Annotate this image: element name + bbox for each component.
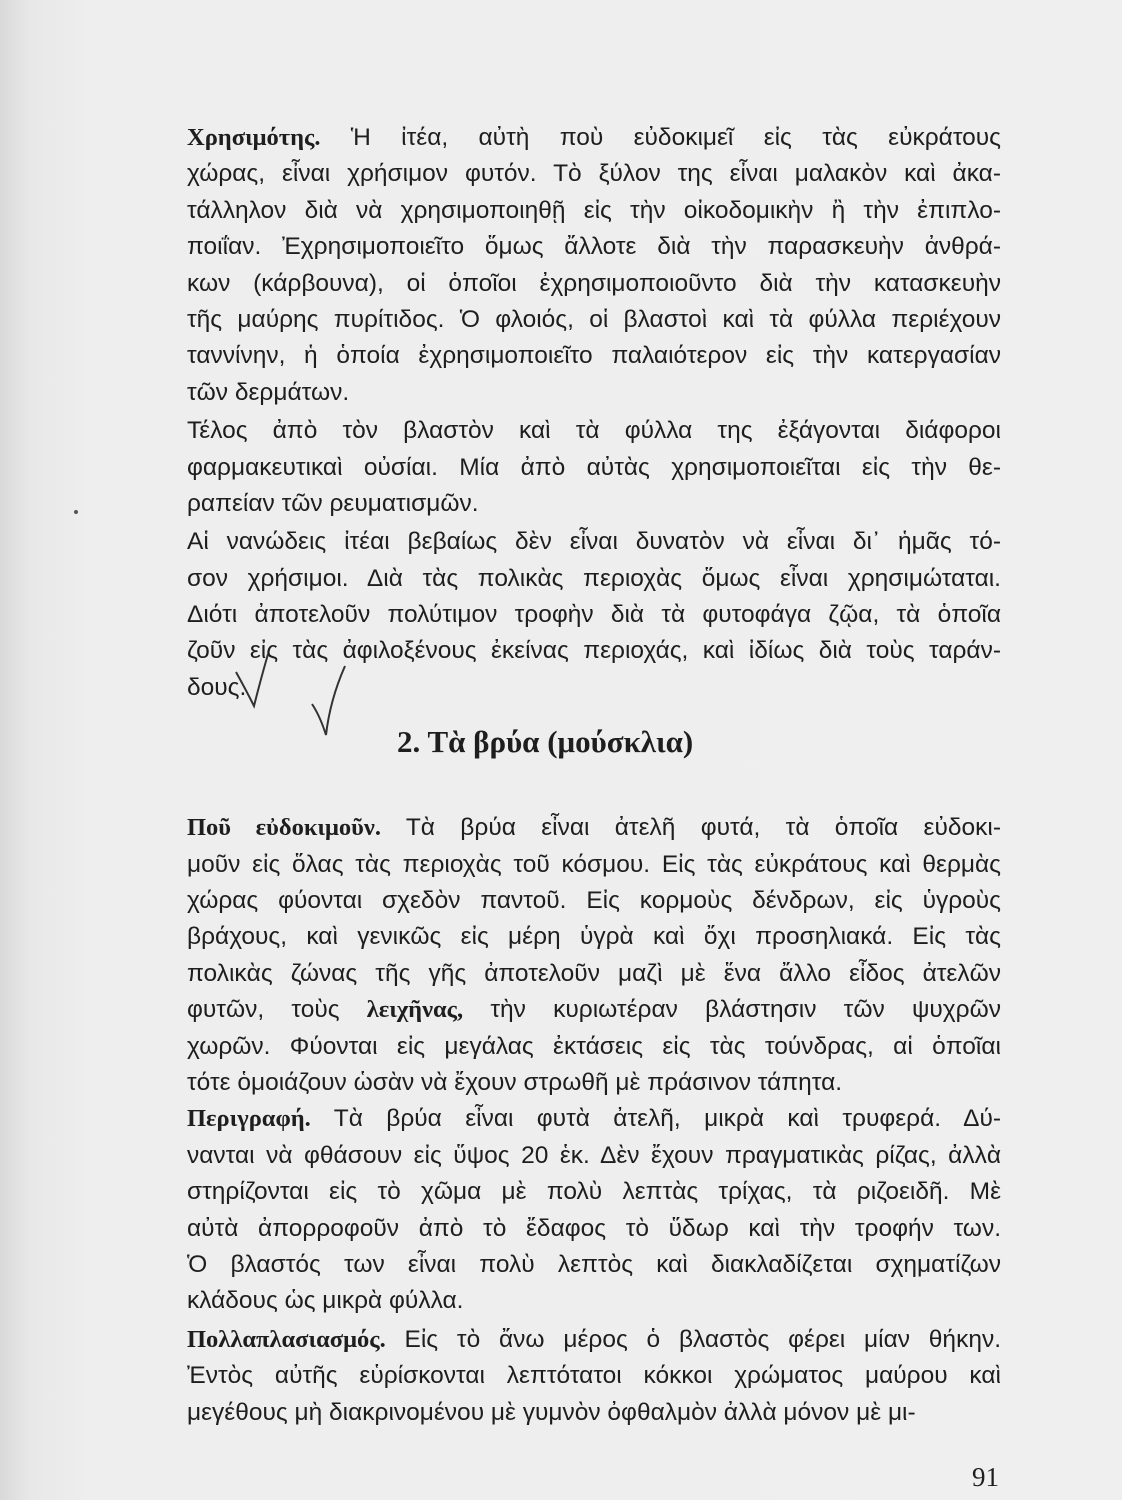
text-span: τὴν κυριωτέραν βλάστησιν τῶν ψυχρῶν [463, 996, 1001, 1024]
text-span: σον χρήσιμοι. Διὰ τὰς πολικὰς περιοχὰς ὅμως εἶναι χρησιμώταται. [187, 564, 1001, 592]
text-line [187, 1358, 1001, 1394]
text-span: Εἰς τὸ ἄνω μέρος ὁ βλαστὸς φέρει μίαν θήκην. [385, 1325, 1001, 1353]
text-span: Τὰ βρύα εἶναι φυτὰ ἀτελῆ, μικρὰ καὶ τρυφερά. Δύ- [310, 1105, 1001, 1133]
text-line [187, 1395, 1001, 1431]
paragraph [187, 1101, 1001, 1319]
text-line: χωρῶν. Φύονται εἰς μεγάλας ἐκτάσεις εἰς τὰς τούνδρας, αἱ ὁποῖαι [187, 1032, 1001, 1060]
paragraph [187, 120, 1001, 411]
section-heading: 2. Τὰ βρύα (μούσκλια) [397, 724, 694, 760]
paragraph-lead: Πολλαπλασιασμός. [187, 1325, 386, 1353]
text-span: Τέλος ἀπὸ τὸν βλαστὸν καὶ τὰ φύλλα της ἐξάγονται διάφοροι [187, 417, 1001, 445]
page-number: 91 [972, 1462, 999, 1492]
text-line [187, 633, 1001, 669]
text-span: χώρας, εἶναι χρήσιμον φυτόν. Τὸ ξύλον της εἶναι μαλακὸν καὶ ἀκα- [187, 160, 1001, 188]
text-span: ποιΐαν. Ἐχρησιμοποιεῖτο ὅμως ἄλλοτε διὰ τὴν παρασκευὴν ἀνθρά- [187, 233, 1001, 261]
paragraph-lead: Χρησιμότης. [187, 124, 321, 151]
text-line [187, 120, 1001, 156]
text-line: χώρας φύονται σχεδὸν παντοῦ. Εἰς κορμοὺς δένδρων, εἰς ὑγροὺς [187, 887, 1001, 915]
paragraph [187, 1322, 1001, 1431]
text-line [187, 810, 1001, 846]
text-span: κων (κάρβουνα), οἱ ὁποῖοι ἐχρησιμοποιοῦντο διὰ τὴν κατασκευὴν [187, 269, 1001, 297]
paragraph [187, 524, 1001, 706]
text-line [187, 1247, 1001, 1283]
text-span: νανται νὰ φθάσουν εἰς ὕψος 20 ἑκ. Δὲν ἔχουν πραγματικὰς ρίζας, ἀλλὰ [187, 1141, 1001, 1169]
text-line: μοῦν εἰς ὅλας τὰς περιοχὰς τοῦ κόσμου. Εἰς τὰς εὐκράτους καὶ θερμὰς [187, 850, 1001, 878]
text-line [187, 1211, 1001, 1247]
text-span: Ὁ βλαστός των εἶναι πολὺ λεπτὸς καὶ διακλαδίζεται σχηματίζων [187, 1250, 1001, 1278]
paragraph-lead: Περιγραφή. [187, 1105, 311, 1133]
text-line [187, 413, 1001, 449]
paragraph-where-they-grow [187, 810, 1001, 1101]
text-line [187, 450, 1001, 486]
text-span: Αἱ νανώδεις ἰτέαι βεβαίως δὲν εἶναι δυνατὸν νὰ εἶναι δι᾽ ἡμᾶς τό- [187, 528, 1001, 556]
text-span: φυτῶν, τοὺς [187, 996, 367, 1024]
text-line [187, 1283, 1001, 1319]
text-line [187, 486, 1001, 522]
text-line [187, 524, 1001, 560]
text-span: Τὰ βρύα εἶναι ἀτελῆ φυτά, τὰ ὁποῖα εὐδοκι- [380, 814, 1001, 842]
text-line [187, 229, 1001, 265]
text-line [187, 266, 1001, 302]
text-line [187, 1174, 1001, 1210]
text-span: ραπείαν τῶν ρευματισμῶν. [187, 489, 479, 517]
text-line [187, 375, 1001, 411]
text-line [187, 670, 1001, 706]
text-span: τῆς μαύρης πυρίτιδος. Ὁ φλοιός, οἱ βλαστοὶ καὶ τὰ φύλλα περιέχουν [187, 305, 1001, 333]
text-line: βράχους, καὶ γενικῶς εἰς μέρη ὑγρὰ καὶ ὄχι προσηλιακά. Εἰς τὰς [187, 923, 1001, 951]
margin-dot [74, 510, 78, 514]
text-line [187, 561, 1001, 597]
text-line [187, 156, 1001, 192]
text-line [187, 1138, 1001, 1174]
text-span: ζοῦν εἰς τὰς ἀφιλοξένους ἐκείνας περιοχάς, καὶ ἰδίως διὰ τοὺς ταράν- [187, 637, 1001, 665]
text-span: ταννίνην, ἡ ὁποία ἐχρησιμοποιεῖτο παλαιότερον εἰς τὴν κατεργασίαν [187, 342, 1001, 370]
paragraph-lead: Ποῦ εὐδοκιμοῦν. [187, 814, 381, 842]
text-line [187, 302, 1001, 338]
paragraph [187, 413, 1001, 522]
text-line [187, 338, 1001, 374]
text-span: στηρίζονται εἰς τὸ χῶμα μὲ πολὺ λεπτὰς τρίχας, τὰ ριζοειδῆ. Μὲ [187, 1178, 1001, 1206]
text-line: τότε ὁμοιάζουν ὡσὰν νὰ ἔχουν στρωθῆ μὲ πράσινον τάπητα. [187, 1068, 843, 1096]
text-span: φαρμακευτικαὶ οὐσίαι. Μία ἀπὸ αὐτὰς χρησιμοποιεῖται εἰς τὴν θε- [187, 453, 1001, 481]
text-line [187, 1322, 1001, 1358]
text-span: Ἡ ἰτέα, αὐτὴ ποὺ εὐδοκιμεῖ εἰς τὰς εὐκράτους [320, 124, 1001, 151]
section-heading-block [187, 706, 1001, 810]
text-span: κλάδους ὡς μικρὰ φύλλα. [187, 1287, 464, 1315]
bold-term: λειχῆνας, [366, 996, 464, 1024]
text-span: δους. [187, 673, 247, 701]
text-line [187, 597, 1001, 633]
text-span: τῶν δερμάτων. [187, 378, 350, 406]
text-line [187, 1101, 1001, 1137]
text-line: πολικὰς ζώνας τῆς γῆς ἀποτελοῦν μαζὶ μὲ ἕνα ἄλλο εἶδος ἀτελῶν [187, 959, 1001, 987]
willow-usefulness-section [187, 120, 1001, 706]
text-span: τάλληλον διὰ νὰ χρησιμοποιηθῇ εἰς τὴν οἰκοδομικὴν ἢ τὴν ἐπιπλο- [187, 196, 1001, 224]
text-span: αὐτὰ ἀπορροφοῦν ἀπὸ τὸ ἔδαφος τὸ ὕδωρ καὶ τὴν τροφήν των. [187, 1214, 1001, 1242]
text-line [187, 193, 1001, 229]
text-line [187, 992, 1001, 1028]
moss-description-section [187, 1101, 1001, 1431]
text-span: Ἐντὸς αὐτῆς εὑρίσκονται λεπτότατοι κόκκοι χρώματος μαύρου καὶ [187, 1362, 1001, 1390]
text-span: Διότι ἀποτελοῦν πολύτιμον τροφὴν διὰ τὰ φυτοφάγα ζῷα, τὰ ὁποῖα [187, 601, 1001, 629]
text-span: μεγέθους μὴ διακρινομένου μὲ γυμνὸν ὀφθαλμὸν ἀλλὰ μόνον μὲ μι- [187, 1398, 916, 1426]
page-body [187, 120, 1001, 1431]
